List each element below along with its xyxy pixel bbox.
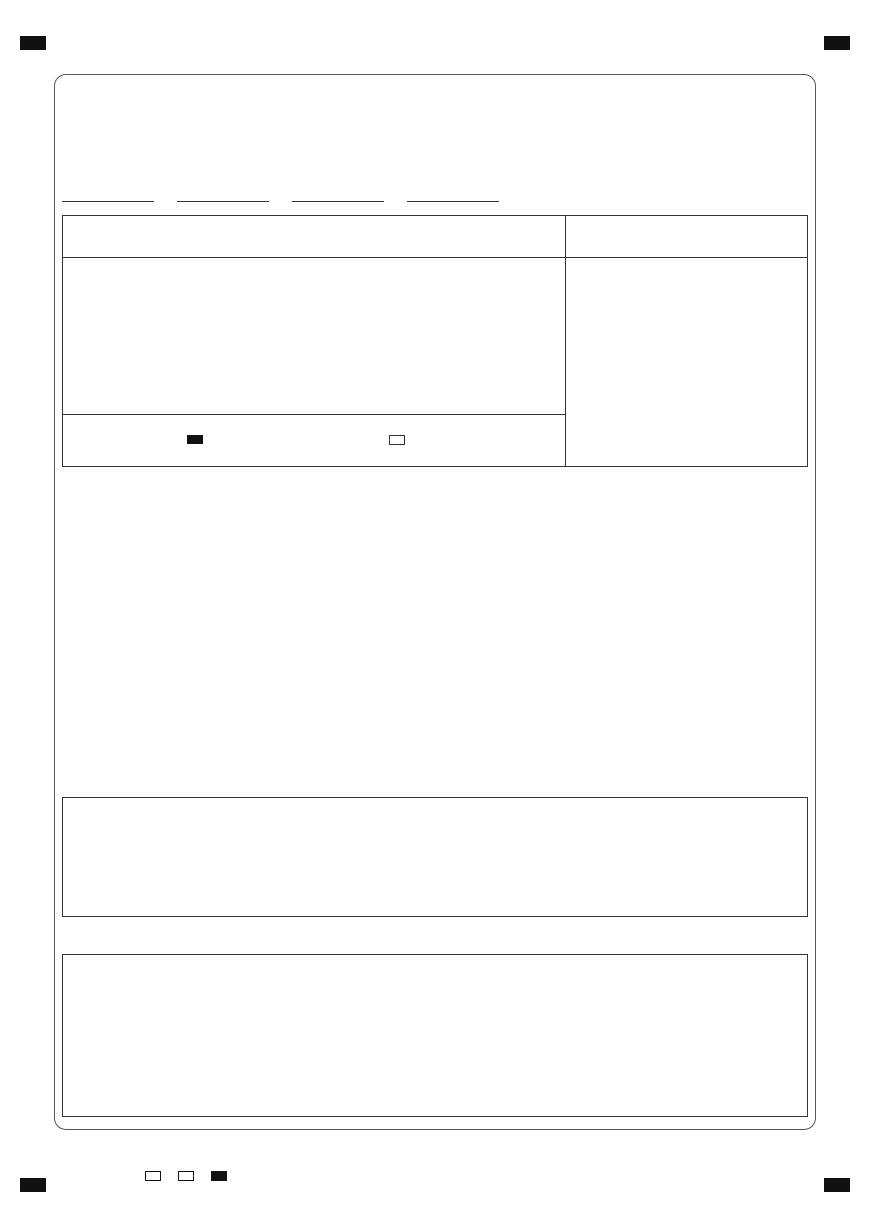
section3-answer-box [62, 954, 808, 1117]
name-field[interactable] [62, 186, 154, 202]
fill-legend [63, 414, 565, 466]
school-field[interactable] [177, 186, 269, 202]
qr-code-icon [64, 1139, 130, 1205]
footer-filled-box [211, 1171, 227, 1181]
seat-field[interactable] [407, 186, 499, 202]
absent-mark-box[interactable] [389, 435, 405, 445]
exam-number-box [566, 215, 808, 467]
student-info-row [62, 183, 517, 202]
corner-mark-top-left [20, 36, 46, 50]
class-field[interactable] [292, 186, 384, 202]
footer-empty-box [178, 1171, 194, 1181]
exam-number-heading [566, 216, 807, 258]
corner-mark-bottom-left [20, 1178, 46, 1192]
corner-mark-bottom-right [824, 1178, 850, 1192]
notes-heading [63, 216, 565, 258]
corner-mark-top-right [824, 36, 850, 50]
correct-fill-sample [187, 435, 203, 444]
section2-answer-box [62, 797, 808, 917]
notes-box [62, 215, 566, 467]
footer-empty-box [145, 1171, 161, 1181]
